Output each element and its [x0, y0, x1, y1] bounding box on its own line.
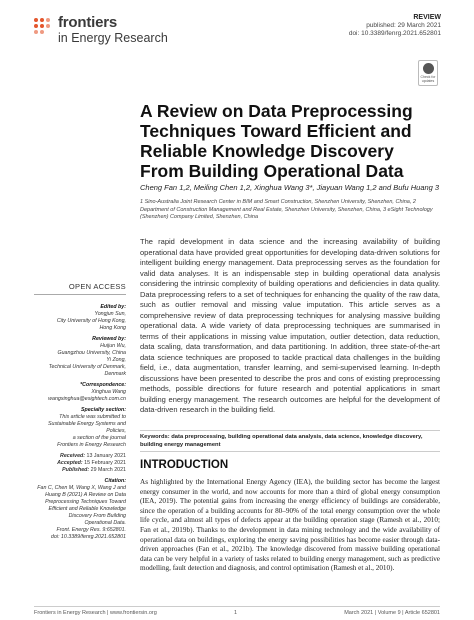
citation-label: Citation:	[104, 478, 126, 484]
divider	[140, 451, 440, 452]
date-accepted	[34, 460, 126, 467]
check-for-updates-button[interactable]	[418, 60, 438, 86]
specialty-line: Policies,	[106, 428, 126, 434]
date-received	[34, 453, 126, 460]
article-sidebar	[34, 300, 126, 541]
specialty-line: Sustainable Energy Systems and	[47, 421, 126, 427]
page-number: 1	[234, 610, 238, 616]
intro-paragraph: As highlighted by the International Energy Agency (IEA), the building sector has become the largest energy consumer in the world, and now accounts for more than a third of global energy consumption (IEA, 2019). The potential gains from increasing the energy efficiency of buildings are considerable, since the operation of a building accounts for 80–90% of the total energy consumption over the whole life cycle, and almost all types of defects appear at the building operation stage (Ramesh et al., 2010; Fan et al., 2019b). Thanks to the development in data mining technology and the wide availability of operational data on buildings, exploring the energy saving possibilities has become easier through data-driven approaches (Fan et al., 2021b). The knowledge discovered from massive building operational data can be very helpful in a variety of tasks related to building energy management, such as predictive modelling, fault detection and diagnosis, and control optimisation (Ramesh et al., 2010).	[140, 478, 440, 573]
editor-name: Yongjun Sun,	[94, 311, 126, 317]
date-published	[34, 467, 126, 474]
received-value: 13 January 2021	[86, 453, 126, 459]
specialty-line: This article was submitted to	[59, 414, 126, 420]
doi-link[interactable]: doi: 10.3389/fenrg.2021.652801	[348, 30, 441, 37]
received-label: Received:	[60, 453, 86, 459]
update-icon	[423, 63, 434, 74]
section-heading: INTRODUCTION	[140, 459, 229, 471]
footer-issue: March 2021 | Volume 9 | Article 652801	[344, 610, 440, 616]
updates-label: Check for updates	[420, 75, 436, 83]
accepted-label: Accepted:	[57, 460, 83, 466]
reviewer-line: Yi Zong,	[106, 357, 126, 363]
author-list: Cheng Fan 1,2, Meiling Chen 1,2, Xinghua Wang 3*, Jiayuan Wang 1,2 and Bufu Huang 3	[140, 183, 440, 192]
editor-affiliation: City University of Hong Kong,	[56, 318, 126, 324]
reviewer-line: Guangzhou University, China	[57, 350, 126, 356]
reviewer-line: Technical University of Denmark,	[48, 364, 126, 370]
abstract: The rapid development in data science and the increasing availability of building operational data have provided great opportunities for developing data-driven solutions for intelligent building energy management. Data preprocessing serves as the foundation for valid data analyses. It is an indispensable step in building operational data analysis considering the intrinsic complexity of building operations and deficiencies in data quality. Data preprocessing refers to a set of techniques for enhancing the quality of the raw data, such as outlier removal and missing value imputation. This article serves as a comprehensive review of data preprocessing techniques for analysing massive building operational data. A wide variety of data preprocessing techniques are summarised in terms of their applications in missing value imputation, outlier detection, data reduction, data scaling, data transformation, and data partitioning. In addition, three state-of-the-art data science techniques are proposed to tackle practical data challenges in the building field, i.e., data augmentation, transfer learning, and semi-supervised learning. In-depth discussions have been presented to describe the pros and cons of existing preprocessing methods, possible directions for future research and potential applications in smart building energy management. The research outcomes are helpful for the development of data-driven research in the building field.	[140, 237, 440, 414]
brand-name: frontiers	[58, 14, 118, 31]
citation-line: Efficient and Reliable Knowledge	[48, 506, 126, 512]
reviewer-line: Huijun Wu,	[100, 343, 126, 349]
divider	[34, 294, 126, 295]
correspondent-email-link[interactable]: wangxinghua@esightech.com.cn	[48, 396, 126, 402]
citation-line: Front. Energy Res. 9:652801.	[56, 527, 126, 533]
keywords-list: data preprocessing, building operational data analysis, data science, knowledge discovery, building energy management	[140, 434, 423, 448]
keywords	[140, 433, 440, 449]
divider	[140, 430, 440, 431]
citation-doi-link[interactable]: doi: 10.3389/fenrg.2021.652801	[50, 534, 126, 540]
correspondent-name: Xinghua Wang	[91, 389, 126, 395]
citation-line: Preprocessing Techniques Toward	[45, 499, 126, 505]
citation-line: Operational Data.	[84, 520, 126, 526]
specialty-section-label: Specialty section:	[80, 407, 126, 413]
affiliations: 1 Sino-Australia Joint Research Center in BIM and Smart Construction, Shenzhen University, Shenzhen, China, 2 Department of Construction Management and Real Estate, Shenzhen University, Shenzhen, China, 3 eSight Technology (Shenzhen) Company Limited, Shenzhen, China	[140, 199, 433, 220]
specialty-line: a section of the journal	[72, 435, 126, 441]
keywords-label: Keywords:	[140, 434, 170, 440]
open-access-label: OPEN ACCESS	[68, 282, 126, 291]
published-value: 29 March 2021	[90, 467, 126, 473]
brand-journal: in Energy Research	[58, 31, 168, 45]
article-title: A Review on Data Preprocessing Techniques Toward Efficient and Reliable Knowledge Discovery From Building Operational Data	[140, 101, 413, 181]
footer-journal-link[interactable]: Frontiers in Energy Research | www.frontiersin.org	[34, 610, 157, 616]
editor-location: Hong Kong	[99, 325, 126, 331]
published-date: published: 29 March 2021	[366, 22, 441, 29]
footer-divider	[34, 606, 440, 607]
frontiers-logo-icon	[34, 18, 54, 38]
citation-line: Huang B (2021) A Review on Data	[45, 492, 126, 498]
article-meta	[349, 14, 441, 38]
accepted-value: 15 February 2021	[84, 460, 126, 466]
correspondence-label: *Correspondence:	[80, 382, 126, 388]
article-type: REVIEW	[413, 14, 441, 21]
reviewer-line: Denmark	[104, 371, 126, 377]
specialty-line: Frontiers in Energy Research	[57, 442, 126, 448]
reviewed-by-label: Reviewed by:	[92, 336, 126, 342]
citation-line: Discovery From Building	[68, 513, 126, 519]
published-label: Published:	[62, 467, 90, 473]
citation-line: Fan C, Chen M, Wang X, Wang J and	[37, 485, 126, 491]
edited-by-label: Edited by:	[100, 304, 126, 310]
